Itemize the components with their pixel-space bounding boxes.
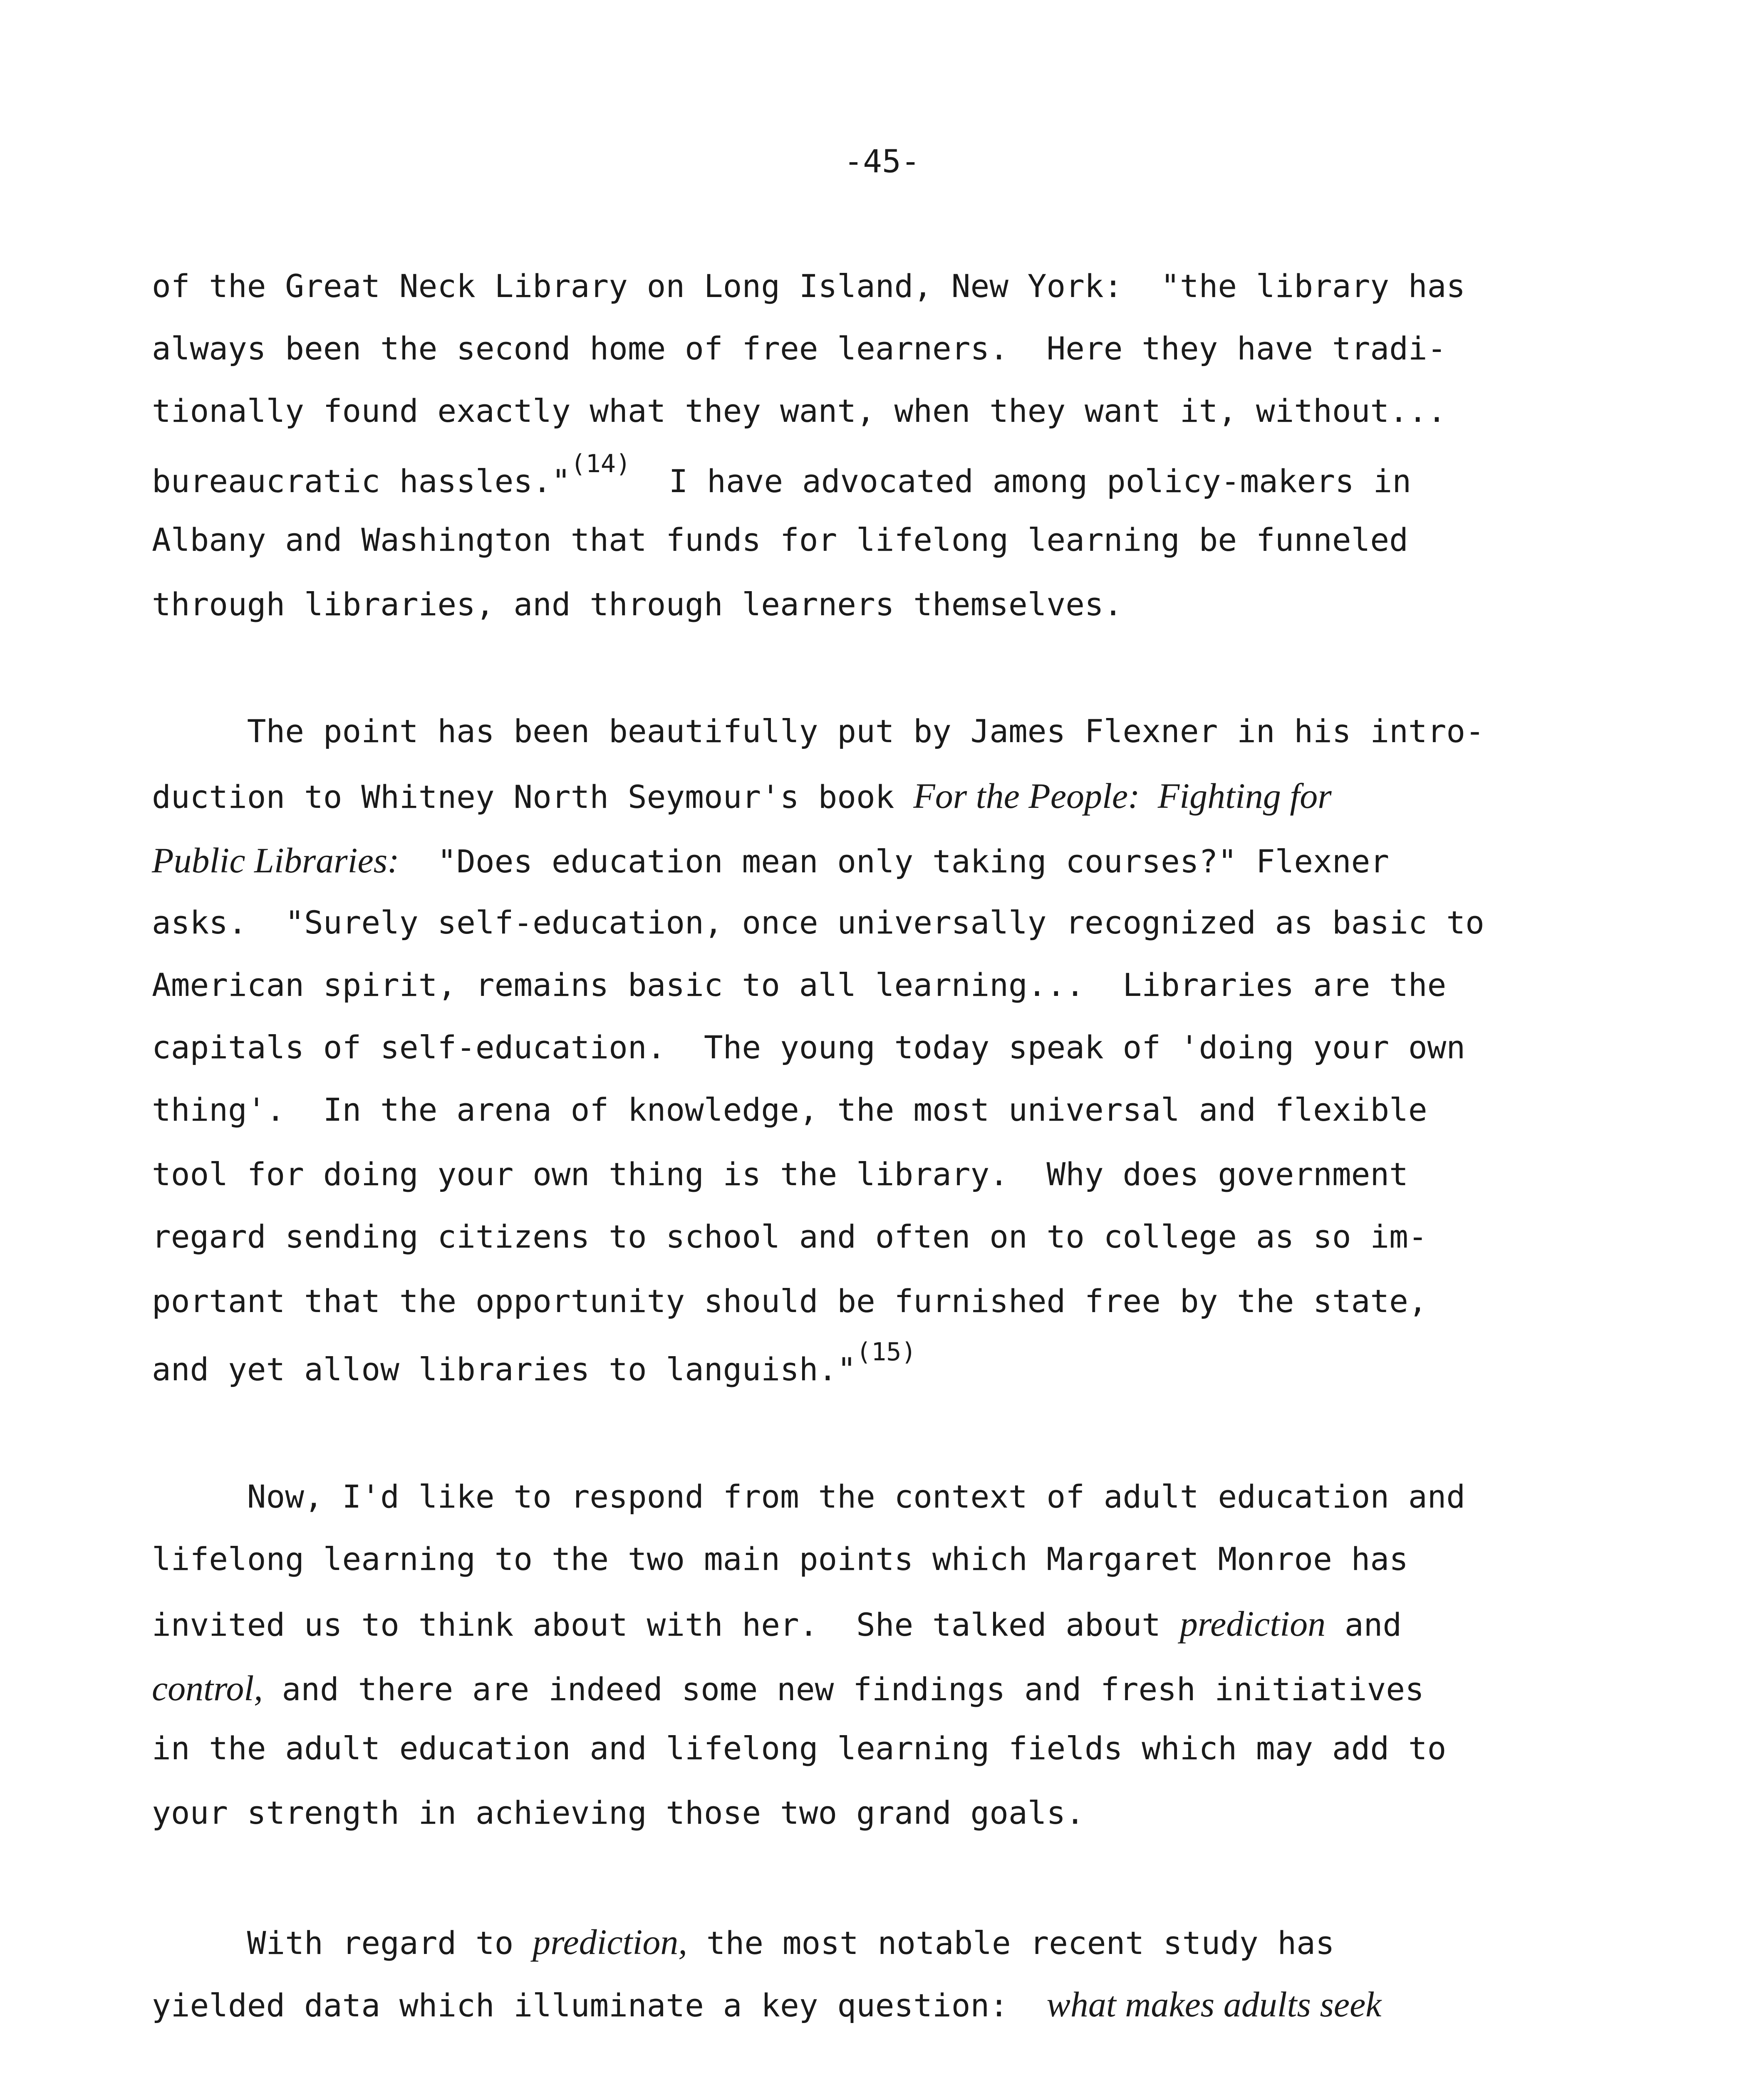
text-run: Now, I'd like to respond from the context of adult education and [152, 1478, 1466, 1515]
text-line [152, 1540, 1408, 1577]
text-line [152, 449, 1412, 500]
text-run: duction to Whitney North Seymour's book [152, 778, 914, 815]
text-run: and yet allow libraries to languish." [152, 1351, 856, 1388]
italic-text: For the People: Fighting for [913, 776, 1332, 816]
text-line [152, 904, 1484, 941]
text-run: portant that the opportunity should be furnished free by the state, [152, 1283, 1427, 1320]
italic-text: what makes adults seek [1046, 1984, 1382, 2024]
text-run: and there are indeed some new findings and fresh initiatives [263, 1671, 1424, 1708]
text-line [152, 778, 1332, 814]
text-line [152, 1924, 1335, 1960]
text-line [152, 1670, 1424, 1706]
italic-text: prediction [1179, 1604, 1326, 1644]
text-run: The point has been beautifully put by James Flexner in his intro- [152, 713, 1484, 750]
text-run: and [1325, 1606, 1402, 1643]
text-run: I have advocated among policy-makers in [631, 463, 1412, 500]
text-run: regard sending citizens to school and often on to college as so im- [152, 1218, 1427, 1255]
text-line [152, 1156, 1408, 1193]
text-run: yielded data which illuminate a key question: [152, 1987, 1047, 2024]
text-run: your strength in achieving those two grand goals. [152, 1794, 1085, 1831]
text-line [152, 1283, 1427, 1320]
italic-text: Public Libraries: [152, 840, 399, 880]
text-line [152, 1986, 1381, 2022]
text-line [152, 267, 1466, 305]
text-line [152, 713, 1484, 750]
text-line [152, 1091, 1427, 1128]
text-run: capitals of self-education. The young today speak of 'doing your own [152, 1029, 1466, 1066]
text-line [152, 1730, 1447, 1767]
footnote-reference: (15) [856, 1337, 917, 1367]
text-run: through libraries, and through learners themselves. [152, 586, 1123, 623]
text-line [152, 1029, 1466, 1066]
text-line [152, 1478, 1466, 1515]
italic-text: control, [152, 1668, 263, 1708]
text-line [152, 1218, 1427, 1255]
text-line [152, 966, 1447, 1003]
text-line [152, 330, 1447, 367]
text-run: Albany and Washington that funds for lifelong learning be funneled [152, 521, 1408, 558]
text-run: With regard to [152, 1924, 533, 1961]
text-run: in the adult education and lifelong learning fields which may add to [152, 1730, 1447, 1767]
text-line [152, 521, 1408, 558]
text-line [152, 1337, 917, 1388]
text-run: American spirit, remains basic to all learning... Libraries are the [152, 966, 1447, 1003]
page-number: -45- [844, 143, 920, 180]
text-run: thing'. In the arena of knowledge, the most universal and flexible [152, 1091, 1427, 1128]
text-run: tool for doing your own thing is the library. Why does government [152, 1156, 1408, 1193]
text-line [152, 392, 1447, 429]
text-run: invited us to think about with her. She talked about [152, 1606, 1180, 1643]
text-run: the most notable recent study has [687, 1924, 1335, 1961]
text-run: tionally found exactly what they want, when they want it, without... [152, 392, 1447, 429]
footnote-reference: (14) [570, 449, 631, 478]
text-run: bureaucratic hassles." [152, 463, 571, 500]
text-line [152, 842, 1389, 878]
text-run: of the Great Neck Library on Long Island, New York: "the library has [152, 267, 1466, 305]
text-run: asks. "Surely self-education, once universally recognized as basic to [152, 904, 1484, 941]
text-line [152, 1794, 1085, 1831]
italic-text: prediction, [533, 1922, 687, 1962]
text-run: "Does education mean only taking courses?" Flexner [399, 843, 1390, 880]
text-line [152, 1606, 1402, 1642]
text-run: lifelong learning to the two main points which Margaret Monroe has [152, 1540, 1408, 1577]
text-line [152, 586, 1123, 623]
text-run: always been the second home of free learners. Here they have tradi- [152, 330, 1447, 367]
